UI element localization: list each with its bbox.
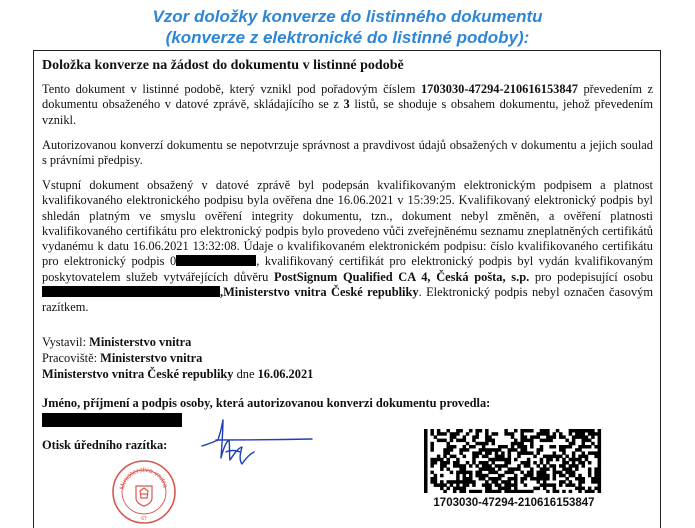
p1-text-c: převedením z dokumentu obsaženého v datové zprávě, skládajícího se z <box>42 82 653 112</box>
heading-line-1: Vzor doložky konverze do listinného dokumentu <box>152 7 543 26</box>
workplace-value: Ministerstvo vnitra <box>100 351 203 365</box>
svg-text:Ministerstvo vnitra <box>119 467 169 491</box>
page-heading <box>0 6 695 48</box>
issue-date: 16.06.2021 <box>257 367 314 381</box>
p3-text-g: . Elektronický podpis nebyl označen časovým razítkem. <box>42 285 653 315</box>
issue-date-line <box>42 367 313 382</box>
conversion-number: 1703030-47294-210616153847 <box>420 82 578 96</box>
p1-text-e: listů, se shoduje s obsahem dokumentu, jehož převedením vznikl. <box>42 97 653 127</box>
heading-line-2: (konverze z elektronické do listinné podoby): <box>165 28 530 47</box>
paragraph-conversion <box>42 82 653 128</box>
signer-redaction <box>42 286 220 297</box>
certificate-number-redaction <box>176 255 256 266</box>
official-stamp-icon <box>110 458 178 526</box>
handwritten-signature <box>196 414 316 476</box>
p3-text-e: pro podepisující osobu <box>529 269 653 284</box>
sheet-count: 3 <box>343 97 350 112</box>
document-title: Doložka konverze na žádost do dokumentu v listinné podobě <box>42 58 404 73</box>
stamp-number: 67 <box>141 516 147 522</box>
ca-name: PostSignum Qualified CA 4, Česká pošta, s.p. <box>274 269 530 284</box>
signer-organization: ,Ministerstvo vnitra České republiky <box>220 285 419 300</box>
author-label: Jméno, příjmení a podpis osoby, která autorizovanou konverzi dokumentu provedla: <box>42 396 491 410</box>
workplace <box>42 351 202 366</box>
issuing-organization: Ministerstvo vnitra České republiky <box>42 367 234 381</box>
p3-text-c: , kvalifikovaný certifikát pro elektronický podpis byl vydán kvalifikovaným poskytovatelem služeb vytvářejících důvěru <box>42 254 653 284</box>
paragraph-disclaimer: Autorizovanou konverzí dokumentu se nepotvrzuje správnost a pravdivost údajů obsažených v dokumentu a jejich soulad s právními předpisy. <box>42 138 653 168</box>
barcode-number: 1703030-47294-210616153847 <box>433 497 595 509</box>
issued-by-value: Ministerstvo vnitra <box>89 335 192 349</box>
stamp-label: Otisk úředního razítka: <box>42 438 168 452</box>
conversion-barcode-icon <box>424 429 604 493</box>
issued-by-label: Vystavil: <box>42 335 90 349</box>
author-name-redaction <box>42 413 182 427</box>
date-connector: dne <box>233 367 258 381</box>
stamp-text: Ministerstvo vnitra <box>119 466 169 491</box>
workplace-label: Pracoviště: <box>42 351 101 365</box>
p3-text-a: Vstupní dokument obsažený v datové zprávě byl podepsán kvalifikovaným elektronickým podpisem a platnost kvalifikovaného elektronického podpisu byla ověřena dne 16.06.2021 v 15:39:25. Kvalifikovaný elektronický podpis byl shledán platným ve smyslu ověření integrity dokumentu, tzn., dokument nebyl změněn, a ověření platnosti kvalifikovaného certifikátu pro elektronický podpis bylo provedeno vůči zveřejněnému seznamu zneplatněných certifikátů vydanému k datu 16.06.2021 13:32:08. Údaje o kvalifikovaném elektronickém podpisu: číslo kvalifikovaného certifikátu pro elektronický podpis <box>42 178 653 269</box>
p1-text-a: Tento dokument v listinné podobě, který vznikl pod pořadovým číslem <box>42 82 421 96</box>
paragraph-signature-verification <box>42 178 653 316</box>
issued-by <box>42 335 191 350</box>
certificate-number-prefix: 0 <box>170 254 177 269</box>
